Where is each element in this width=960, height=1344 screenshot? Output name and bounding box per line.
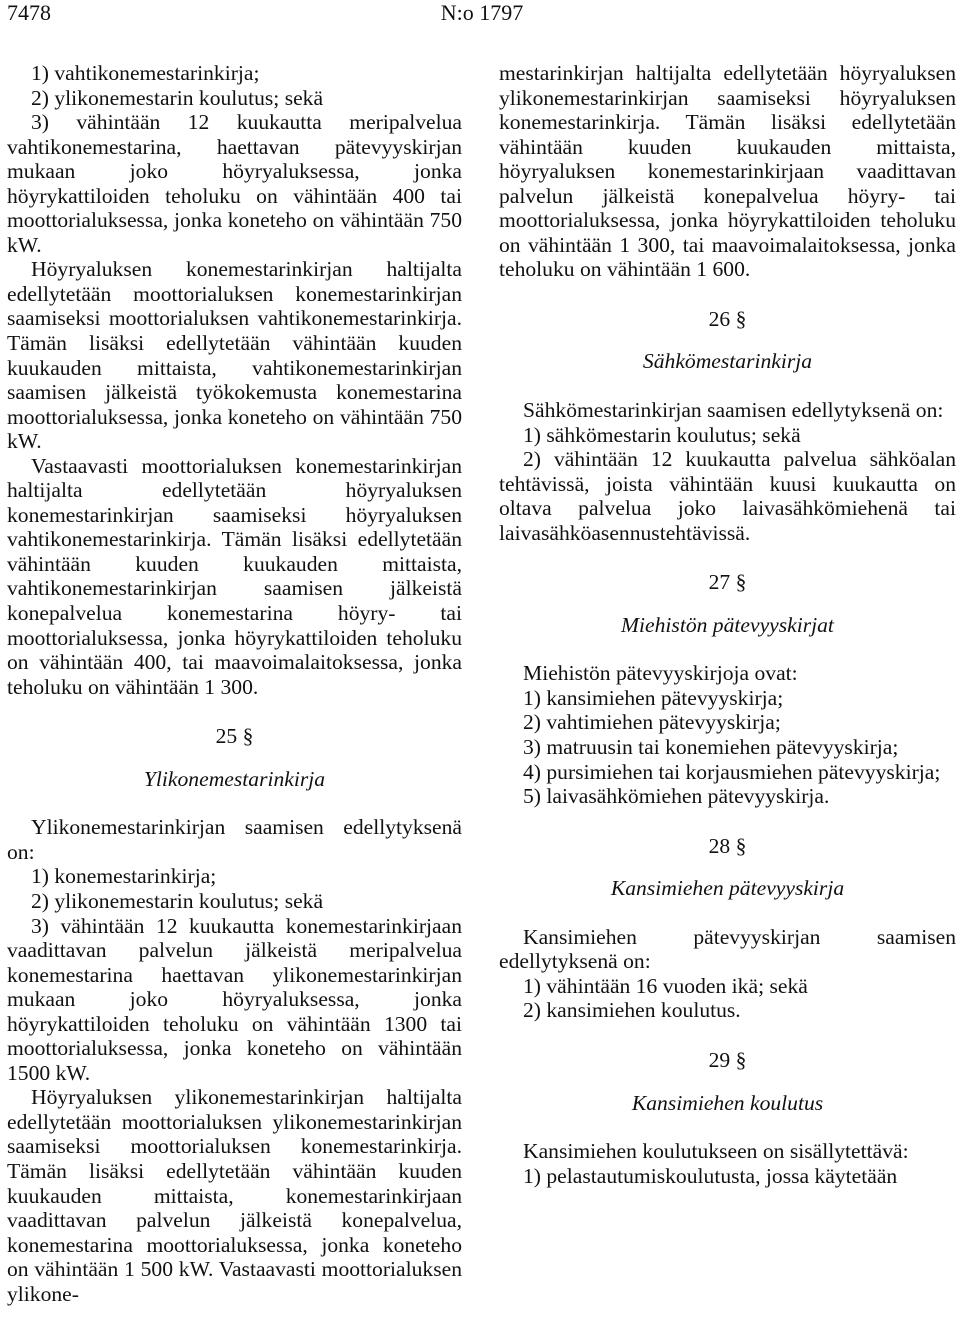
list-item: 2) ylikonemestarin koulutus; sekä [31,85,324,110]
right-column [499,61,956,1188]
section-heading: Kansimiehen pätevyyskirja [610,876,845,901]
section-number: 27 § [708,570,747,595]
list-item: 3) matruusin tai konemiehen pätevyyskirja; [523,735,899,760]
page-number: 7478 [7,0,51,25]
section-heading: Miehistön pätevyyskirjat [621,612,834,637]
section-heading: Kansimiehen koulutus [631,1090,824,1115]
paragraph: Höyryaluksen konemestarinkirjan haltijalta edellytetään moottorialuksen konemestarinkirjan saamiseksi moottorialuksen vahtikonemestarinkirja. Tämän lisäksi edellytetään vähintään kuuden kuukauden mittaista, vahtikonemestarinkirjan saamisen jälkeistä työkokemusta konemestarina moottorialuksessa, jonka koneteho on vähintään 750 kW. [7,257,462,454]
section-intro: Sähkömestarinkirjan saamisen edellytyksenä on: [523,398,944,423]
list-item: 2) ylikonemestarin koulutus; sekä [31,888,324,913]
list-item: 5) laivasähkömiehen pätevyyskirja. [523,784,830,809]
list-item: 1) konemestarinkirja; [31,864,217,889]
list-item: 1) vahtikonemestarinkirja; [31,61,260,85]
section-number: 28 § [708,833,747,858]
section-intro: Ylikonemestarinkirjan saamisen edellytyksenä on: [7,815,462,864]
left-column [7,61,462,1306]
section-intro: Kansimiehen koulutukseen on sisällytettävä: [523,1139,909,1164]
list-item: 1) pelastautumiskoulutusta, jossa käytetään [523,1163,898,1188]
section-number: 29 § [708,1047,747,1072]
list-item: 1) sähkömestarin koulutus; sekä [523,422,801,447]
section-heading: Ylikonemestarinkirja [143,766,326,791]
section-number: 25 § [215,724,254,749]
paragraph: Höyryaluksen ylikonemestarinkirjan haltijalta edellytetään moottorialuksen ylikonemestarinkirjan saamiseksi moottorialuksen konemestarinkirja. Tämän lisäksi edellytetään vähintään kuuden kuukauden mittaista, konemestarinkirjaan vaadittavan palvelun jälkeistä konepalvelua, konemestarina moottorialuksessa, jonka koneteho on vähintään 1 500 kW. Vastaavasti moottorialuksen ylikone- [7,1085,462,1306]
list-item: 3) vähintään 12 kuukautta konemestarinkirjaan vaadittavan palvelun jälkeistä meripalvelua konemestarina haettavan ylikonemestarinkirjan mukaan joko höyryaluksessa, jonka höyrykattiloiden teholuku on vähintään 1300 tai moottorialuksessa, jonka koneteho on vähintään 1500 kW. [7,913,462,1085]
paragraph: Vastaavasti moottorialuksen konemestarinkirjan haltijalta edellytetään höyryaluksen konemestarinkirjan saamiseksi höyryaluksen vahtikonemestarinkirja. Tämän lisäksi edellytetään vähintään kuuden kuukauden mittaista, vahtikonemestarinkirjan saamisen jälkeistä konepalvelua konemestarina höyry- tai moottorialuksessa, jonka höyrykattiloiden teholuku on vähintään 400, tai maavoimalaitoksessa, jonka teholuku on vähintään 1 300. [7,453,462,699]
list-item: 4) pursimiehen tai korjausmiehen pätevyyskirja; [523,759,941,784]
document-number: N:o 1797 [440,0,524,25]
list-item: 2) kansimiehen koulutus. [523,998,741,1023]
section-number: 26 § [708,306,747,331]
list-item: 1) vähintään 16 vuoden ikä; sekä [523,973,808,998]
section-intro: Kansimiehen pätevyyskirjan saamisen edellytyksenä on: [499,924,956,974]
section-intro: Miehistön pätevyyskirjoja ovat: [523,661,798,686]
section-heading: Sähkömestarinkirja [642,349,813,374]
paragraph-continuation: mestarinkirjan haltijalta edellytetään höyryaluksen ylikonemestarinkirjan saamiseksi höyryaluksen konemestarinkirja. Tämän lisäksi edellytetään vähintään kuuden kuukauden mittaista, höyryaluksen konemestarinkirjaan vaadittavan palvelun jälkeistä konepalvelua höyry- tai moottorialuksessa, jonka höyrykattiloiden teholuku on vähintään 1 300, tai maavoimalaitoksessa, jonka teholuku on vähintään 1 600. [499,61,956,282]
list-item: 2) vahtimiehen pätevyyskirja; [523,710,781,735]
list-item: 3) vähintään 12 kuukautta meripalvelua vahtikonemestarina, haettavan pätevyyskirjan mukaan joko höyryaluksessa, jonka höyrykattiloiden teholuku on vähintään 400 tai moottorialuksessa, jonka koneteho on vähintään 750 kW. [7,110,462,257]
list-item: 1) kansimiehen pätevyyskirja; [523,685,784,710]
list-item: 2) vähintään 12 kuukautta palvelua sähköalan tehtävissä, joista vähintään kuusi kuukautta on oltava palvelua joko laivasähkömiehenä tai laivasähköasennustehtävissä. [499,447,956,545]
